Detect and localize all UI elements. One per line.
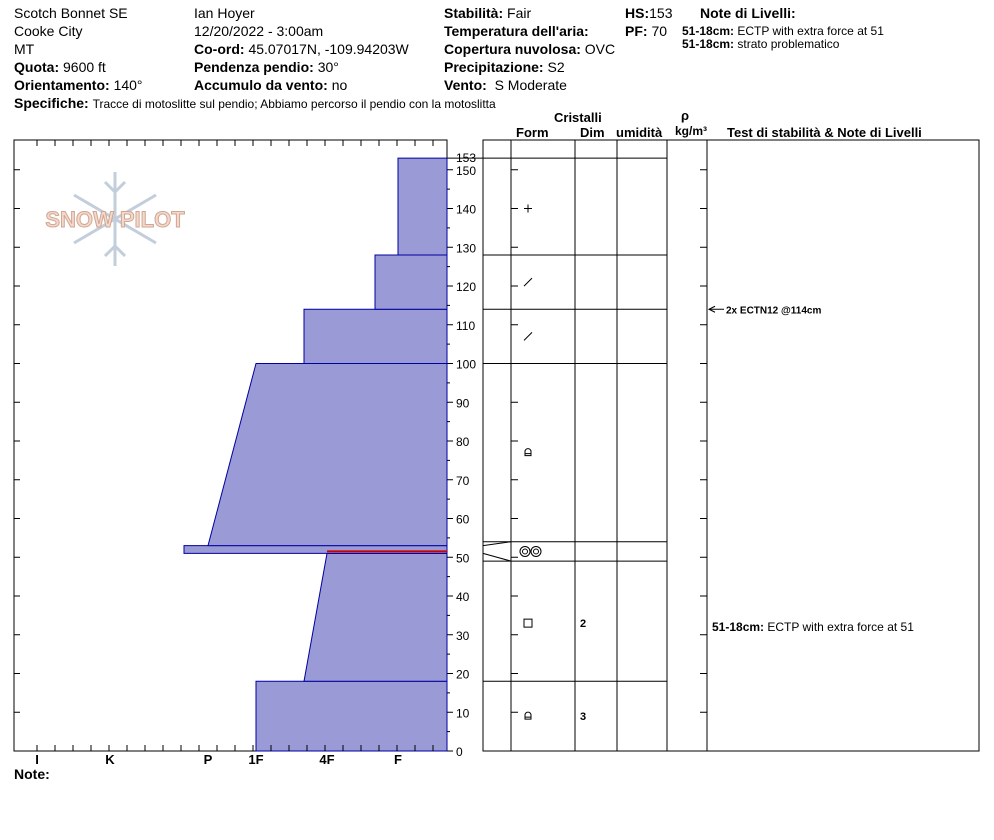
faceted-rounded-icon xyxy=(525,712,531,719)
facet-square xyxy=(524,619,532,627)
hardness-layer-1 xyxy=(304,553,447,681)
faceted-rounded-icon xyxy=(525,449,531,456)
stability-label: Stabilità: xyxy=(444,5,504,21)
wind-label: Vento: xyxy=(444,77,487,93)
aspect-label: Orientamento: xyxy=(14,77,110,93)
cloud-label: Copertura nuvolosa: xyxy=(444,41,581,57)
graupel-inner-1 xyxy=(534,549,539,554)
layer-note-table-0 xyxy=(712,620,914,634)
y-tick-label-90: 90 xyxy=(456,396,470,411)
density-unit-header: kg/m³ xyxy=(675,124,708,138)
slash xyxy=(524,278,532,286)
observer-name: Ian Hoyer xyxy=(194,5,255,21)
cloud-value: OVC xyxy=(584,41,616,57)
note-label: Note: xyxy=(14,766,50,782)
graupel-double-icon xyxy=(520,546,541,556)
y-tick-label-140: 140 xyxy=(456,202,477,217)
elevation-label: Quota: xyxy=(14,59,60,75)
y-tick-label-50: 50 xyxy=(456,551,470,566)
crystals-header: Cristalli xyxy=(554,110,602,125)
y-tick-label-30: 30 xyxy=(456,628,470,643)
layer-note-range: 51-18cm: xyxy=(712,620,768,634)
hardness-layer-0 xyxy=(256,681,447,751)
x-label-4F: 4F xyxy=(319,752,335,767)
hardness-layer-6 xyxy=(398,158,447,255)
crystal-table-frame xyxy=(483,140,979,751)
y-tick-label-120: 120 xyxy=(456,280,477,294)
y-tick-label-20: 20 xyxy=(456,667,470,682)
slope-value: 30° xyxy=(317,59,339,75)
coord-label: Co-ord: xyxy=(194,41,245,57)
crystal-dim-1: 2 xyxy=(580,618,587,631)
area-name: Cooke City xyxy=(14,23,83,39)
pf-value: 70 xyxy=(651,23,668,39)
y-tick-label-130: 130 xyxy=(456,241,477,256)
slope-label: Pendenza pendio: xyxy=(194,59,314,75)
graupel-outer-0 xyxy=(520,546,530,556)
hardness-layer-3 xyxy=(208,364,447,546)
note1-range: 51-18cm: xyxy=(682,24,735,38)
graupel-inner-0 xyxy=(523,549,528,554)
x-label-I: I xyxy=(35,752,39,767)
specifics-text: Tracce di motoslitte sul pendio; Abbiamo percorso il pendio con la motoslitta xyxy=(92,97,496,111)
y-top-label: 153 xyxy=(456,151,477,166)
state-name: MT xyxy=(14,41,35,57)
elevation-value: 9600 ft xyxy=(63,59,106,75)
coord-value: 45.07017N, -109.94203W xyxy=(248,41,409,57)
snowpilot-logo xyxy=(45,172,185,266)
graupel-outer-1 xyxy=(531,546,541,556)
y-tick-label-80: 80 xyxy=(456,435,470,449)
precip-value: S2 xyxy=(547,59,565,75)
y-tick-label-10: 10 xyxy=(456,706,470,721)
wind-load-label: Accumulo da vento: xyxy=(194,77,328,93)
fr-shape xyxy=(525,449,531,456)
x-label-1F: 1F xyxy=(248,752,264,767)
specifics-label: Specifiche: xyxy=(14,95,89,111)
hardness-layer-5 xyxy=(375,255,447,309)
dim-header: Dim xyxy=(580,125,605,140)
y-tick-label-110: 110 xyxy=(456,318,476,333)
hardness-layer-4 xyxy=(304,309,447,363)
location-name: Scotch Bonnet SE xyxy=(14,5,128,21)
stability-test-0: 2x ECTN12 @114cm xyxy=(726,305,822,317)
crystal-dim-0: 3 xyxy=(580,711,587,724)
note1-text: ECTP with extra force at 51 xyxy=(737,24,884,38)
air-temp-label: Temperatura dell'aria: xyxy=(444,23,589,39)
stability-value: Fair xyxy=(507,5,532,21)
logo-text: SNOW PILOT xyxy=(45,207,185,232)
fr-shape xyxy=(525,712,531,719)
y-tick-label-70: 70 xyxy=(456,473,470,488)
wind-load-value: no xyxy=(331,77,348,93)
x-label-K: K xyxy=(105,752,115,767)
precip-label: Precipitazione: xyxy=(444,59,544,75)
note2-text: strato problematico xyxy=(737,37,840,51)
y-tick-label-40: 40 xyxy=(456,590,470,604)
layer-note-text: ECTP with extra force at 51 xyxy=(767,620,914,634)
decomposed-slash-icon xyxy=(524,278,532,286)
observation-datetime: 12/20/2022 - 3:00am xyxy=(194,23,324,39)
hs-value: 153 xyxy=(649,5,673,21)
thin-layer-connector-top xyxy=(483,542,511,546)
pf-label: PF: xyxy=(625,23,648,39)
rho-header: ρ xyxy=(681,108,690,123)
y-tick-label-0: 0 xyxy=(456,745,463,759)
hs-label: HS: xyxy=(625,5,650,21)
facet-square-icon xyxy=(524,619,532,627)
form-header: Form xyxy=(516,125,549,140)
y-tick-label-100: 100 xyxy=(456,357,477,372)
wind-value: S Moderate xyxy=(494,77,567,93)
x-label-P: P xyxy=(203,752,213,767)
new-snow-plus-icon xyxy=(524,205,532,213)
x-label-F: F xyxy=(394,752,402,767)
y-tick-label-150: 150 xyxy=(456,163,477,178)
humidity-header: umidità xyxy=(616,125,663,140)
stability-tests-header: Test di stabilità & Note di Livelli xyxy=(727,125,922,140)
aspect-value: 140° xyxy=(113,77,143,93)
note2-range: 51-18cm: xyxy=(682,37,735,51)
thin-layer-connector-bottom xyxy=(483,553,511,561)
decomposed-slash-icon xyxy=(524,332,532,340)
slash xyxy=(524,332,532,340)
y-tick-label-60: 60 xyxy=(456,512,470,527)
layer-notes-title: Note di Livelli: xyxy=(700,5,796,21)
